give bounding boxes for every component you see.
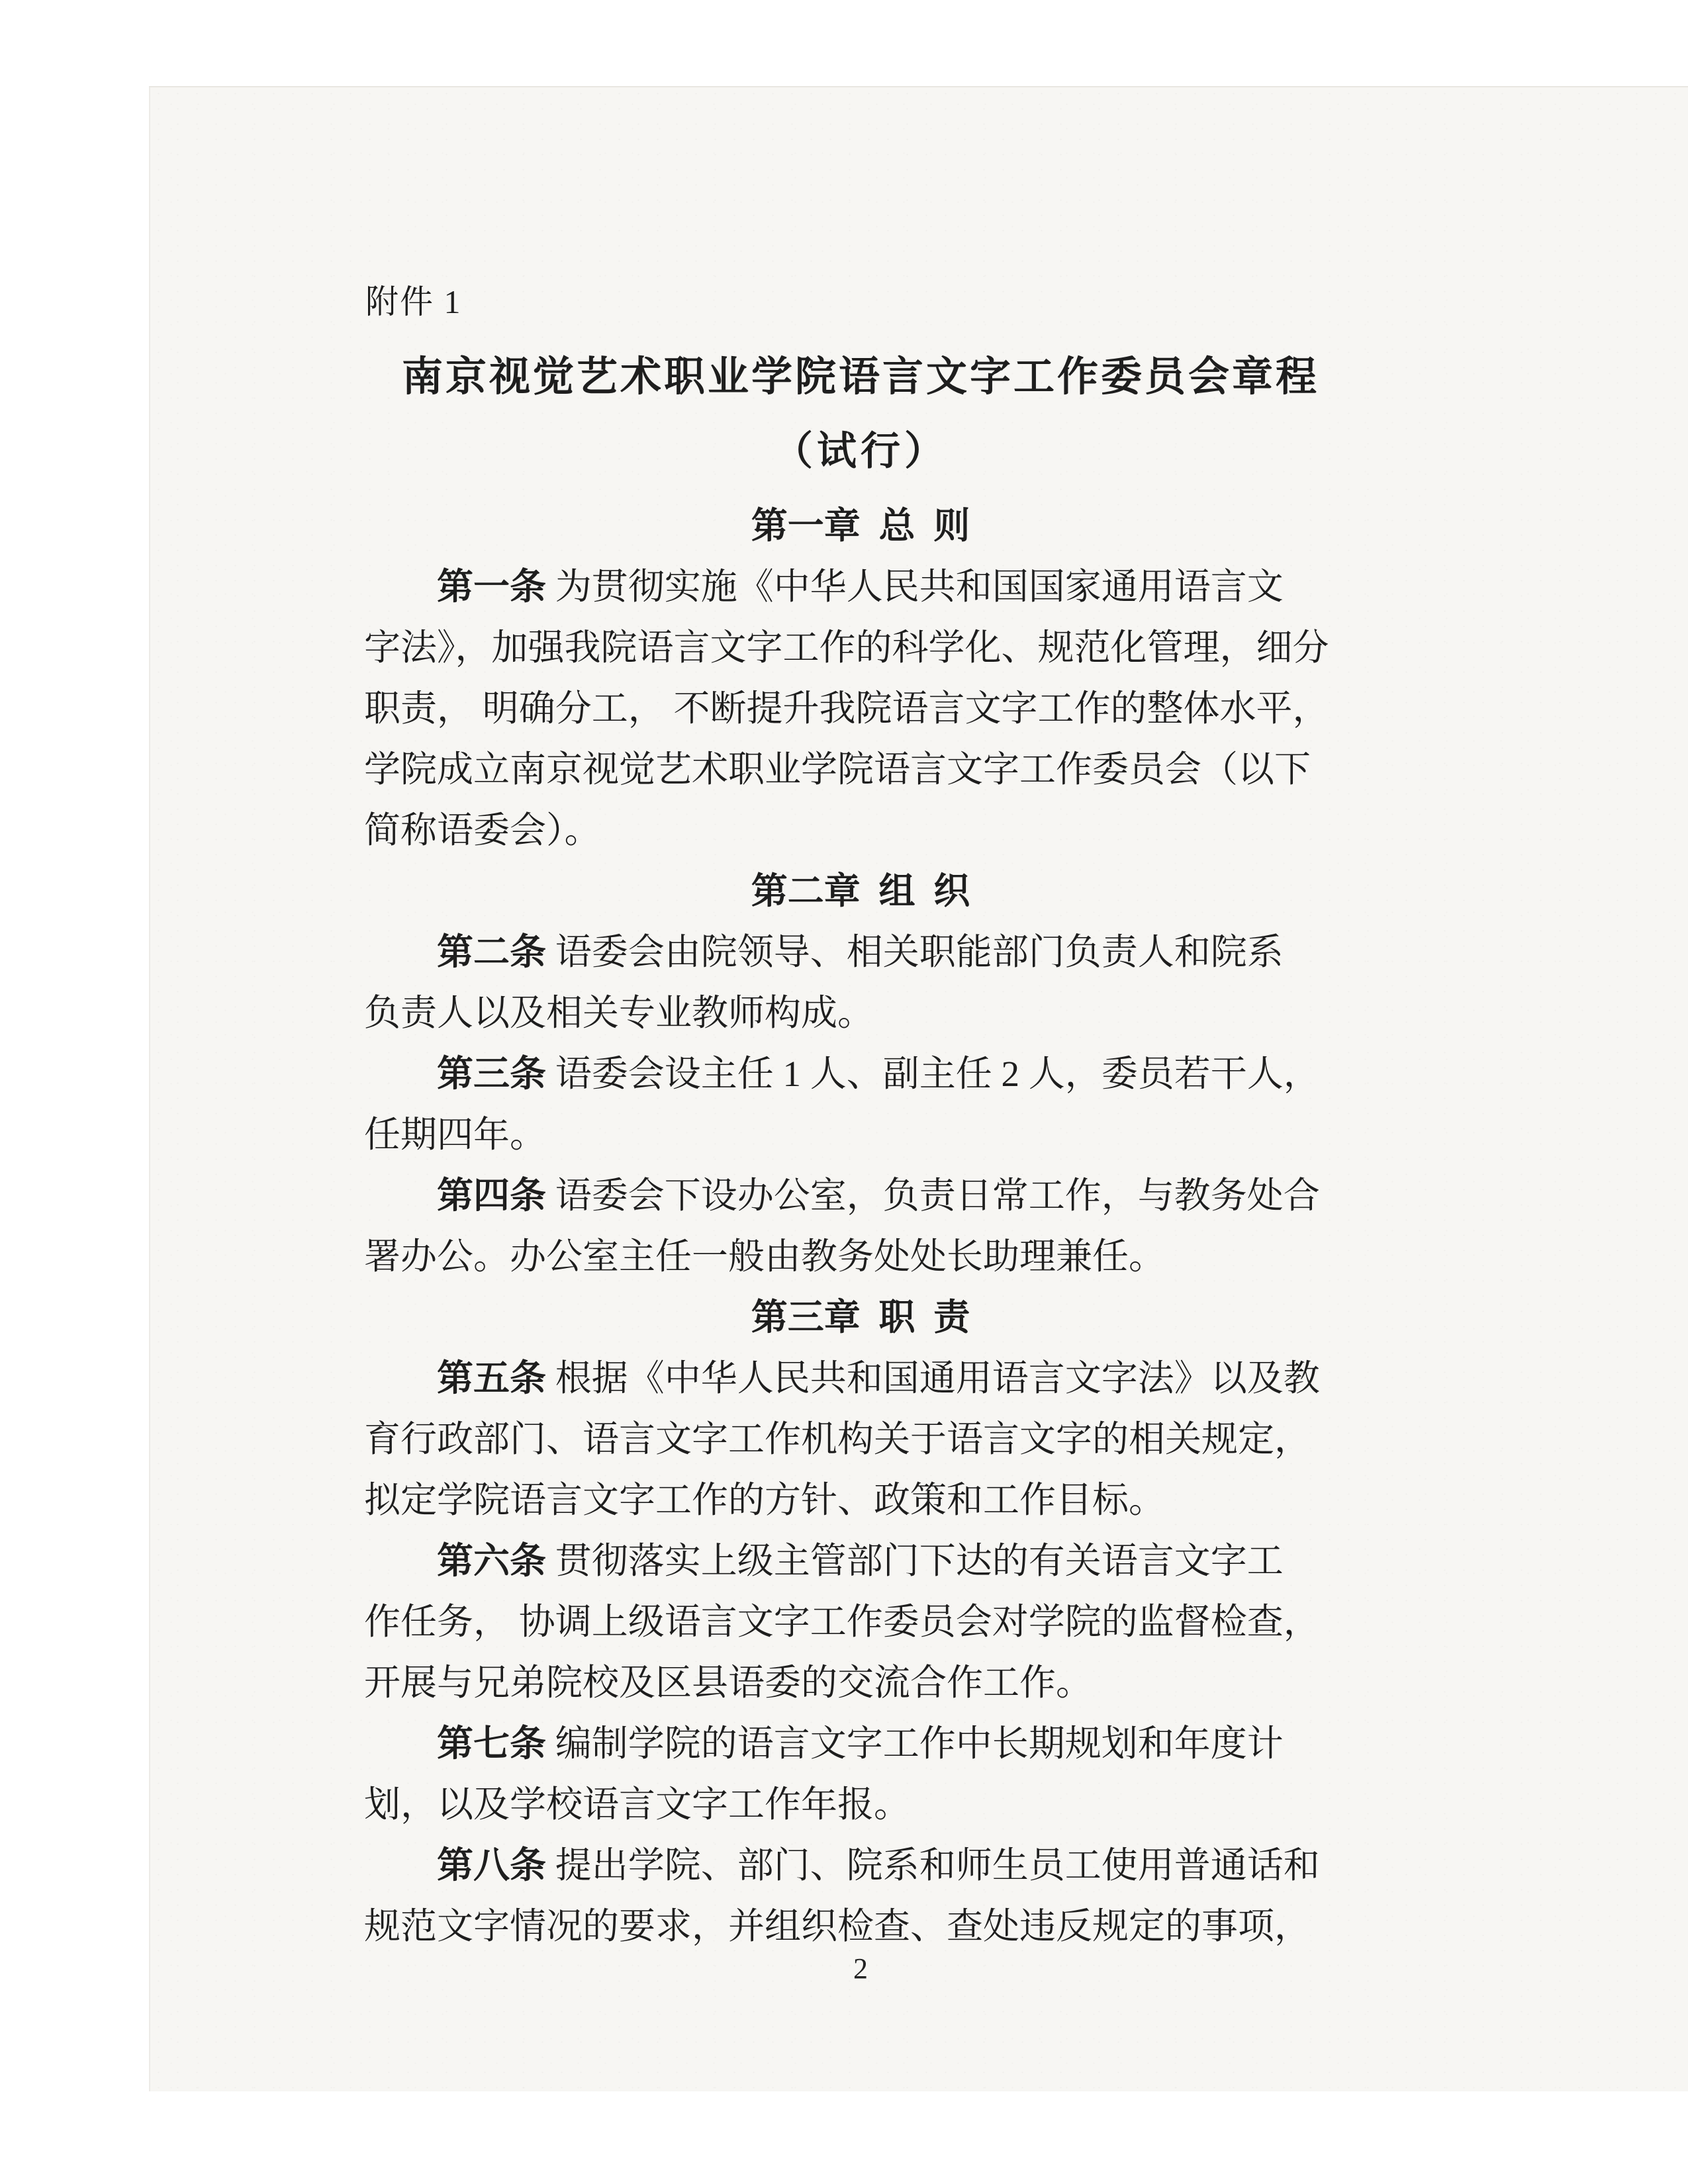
text-line: 职责， 明确分工， 不断提升我院语言文字工作的整体水平， [364,688,1329,729]
text-line: 简称语委会）。 [364,810,601,850]
text-line: 第一条 为贯彻实施《中华人民共和国国家通用语言文 [437,567,1284,607]
text-line: 第八条 提出学院、部门、院系和师生员工使用普通话和 [437,1845,1320,1886]
text-line: 开展与兄弟院校及区县语委的交流合作工作。 [364,1662,1093,1703]
text-line: 字法》，加强我院语言文字工作的科学化、规范化管理，细分 [364,627,1329,668]
document-body [364,496,1357,1957]
article-number: 第四条 [437,1175,547,1216]
article-number: 第六条 [437,1541,547,1581]
text-line: 划，以及学校语言文字工作年报。 [364,1784,911,1825]
article-number: 第二条 [437,932,547,972]
chapter-heading: 第三章 职 责 [751,1297,970,1338]
text-line: 育行政部门、语言文字工作机构关于语言文字的相关规定， [364,1419,1311,1459]
article-number: 第三条 [437,1054,547,1094]
text-line: 拟定学院语言文字工作的方针、政策和工作目标。 [364,1480,1166,1520]
text-line: 负责人以及相关专业教师构成。 [364,993,874,1033]
text-line: 规范文字情况的要求，并组织检查、查处违反规定的事项， [364,1906,1311,1946]
text-line: 第六条 贯彻落实上级主管部门下达的有关语言文字工 [437,1541,1284,1581]
page-number: 2 [853,1952,868,1985]
document-title: 南京视觉艺术职业学院语言文字工作委员会章程 [401,355,1319,400]
text-line: 学院成立南京视觉艺术职业学院语言文字工作委员会（以下 [364,749,1311,790]
text-line: 任期四年。 [364,1115,547,1155]
chapter-heading: 第一章 总 则 [751,506,970,546]
article-number: 第八条 [437,1845,547,1886]
text-line: 第五条 根据《中华人民共和国通用语言文字法》以及教 [437,1358,1320,1398]
text-line: 第三条 语委会设主任 1 人、副主任 2 人，委员若干人， [437,1054,1320,1094]
text-line: 第二条 语委会由院领导、相关职能部门负责人和院系 [437,932,1284,972]
text-line: 署办公。办公室主任一般由教务处处长助理兼任。 [364,1236,1166,1277]
text-line: 作任务， 协调上级语言文字工作委员会对学院的监督检查， [364,1602,1320,1642]
chapter-heading: 第二章 组 织 [751,871,970,911]
document-subtitle: （试行） [773,430,948,473]
article-number: 第五条 [437,1358,547,1398]
text-line: 第七条 编制学院的语言文字工作中长期规划和年度计 [437,1723,1284,1764]
article-number: 第七条 [437,1723,547,1764]
text-line: 第四条 语委会下设办公室，负责日常工作，与教务处合 [437,1175,1320,1216]
attachment-label: 附件 1 [365,283,462,320]
article-number: 第一条 [437,567,547,607]
